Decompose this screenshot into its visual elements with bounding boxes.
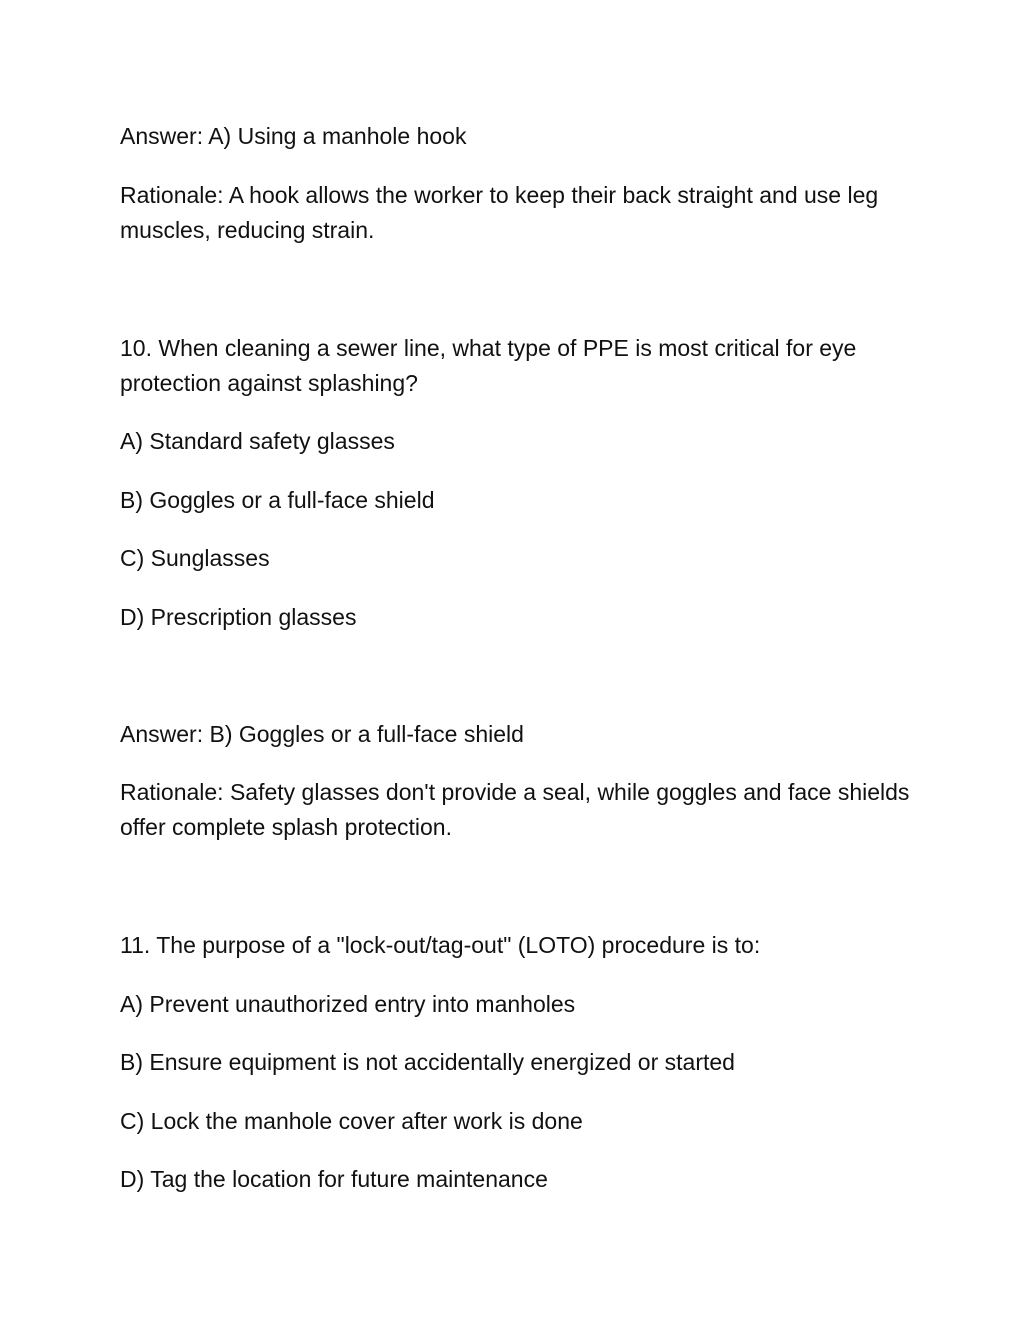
q11-question: 11. The purpose of a "lock-out/tag-out" (LOTO) procedure is to: — [120, 932, 761, 958]
q11-option-a: A) Prevent unauthorized entry into manholes — [120, 991, 576, 1017]
q10-rationale: Rationale: Safety glasses don't provide a seal, while goggles and face shields offer complete splash protection. — [120, 779, 910, 840]
q11-option-c: C) Lock the manhole cover after work is done — [120, 1108, 583, 1134]
q10-option-c: C) Sunglasses — [120, 545, 270, 571]
q9-answer: Answer: A) Using a manhole hook — [120, 123, 467, 149]
q9-rationale: Rationale: A hook allows the worker to keep their back straight and use leg muscles, reducing strain. — [120, 182, 879, 243]
q10-question: 10. When cleaning a sewer line, what type of PPE is most critical for eye protection against splashing? — [120, 335, 857, 396]
q11-option-b: B) Ensure equipment is not accidentally energized or started — [120, 1049, 735, 1075]
q10-option-d: D) Prescription glasses — [120, 604, 357, 630]
q10-answer: Answer: B) Goggles or a full-face shield — [120, 721, 524, 747]
q10-option-b: B) Goggles or a full-face shield — [120, 487, 435, 513]
q10-option-a: A) Standard safety glasses — [120, 428, 395, 454]
q11-option-d: D) Tag the location for future maintenance — [120, 1166, 548, 1192]
